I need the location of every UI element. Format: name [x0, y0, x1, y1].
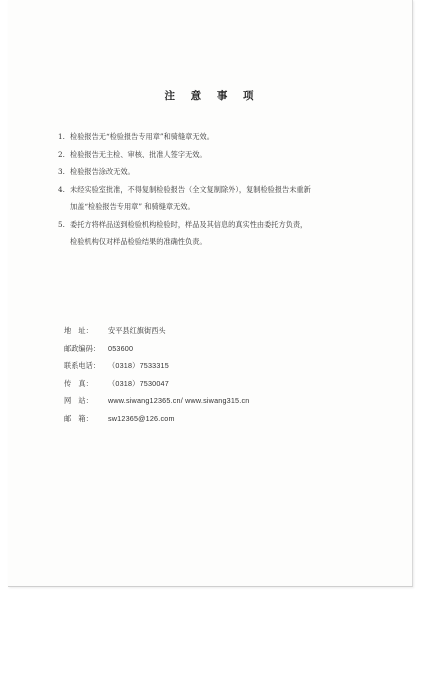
notes-list	[58, 128, 388, 251]
note-text: 检验报告涂改无效。	[70, 167, 135, 176]
phone-row	[64, 357, 249, 375]
phone-value: （0318）7533315	[108, 361, 169, 370]
note-item-2	[58, 146, 388, 164]
note-number: 5.	[58, 219, 65, 229]
note-text: 检验报告无“检验报告专用章”和骑缝章无效。	[70, 132, 214, 141]
website-value: www.siwang12365.cn/ www.siwang315.cn	[108, 396, 250, 405]
note-text: 检验报告无主检、审核、批准人签字无效。	[70, 149, 207, 159]
note-body	[70, 181, 311, 216]
note-item-4	[58, 181, 388, 216]
contact-info	[64, 322, 249, 427]
page-title: 注 意 事 项	[164, 90, 260, 102]
email-label: 邮 箱：	[64, 413, 93, 423]
website-label: 网 站：	[64, 396, 93, 405]
note-item-3	[58, 163, 388, 181]
phone-label: 联系电话：	[64, 361, 100, 370]
address-value: 安平县红旗街西头	[108, 326, 166, 335]
website-row	[64, 392, 249, 410]
note-item-1	[58, 128, 388, 146]
email-value: sw12365@126.com	[108, 413, 175, 423]
note-number: 3.	[58, 167, 65, 176]
postcode-value: 053600	[108, 343, 134, 353]
note-item-5	[58, 216, 388, 251]
note-text: 未经实验室批准，不得复制检验报告（全文复制除外），复制检验报告未重新	[70, 184, 311, 194]
fax-row	[64, 375, 249, 393]
note-number: 2.	[58, 149, 65, 159]
note-text: 委托方将样品送到检验机构检验时，样品及其信息的真实性由委托方负责，	[70, 219, 308, 229]
note-number: 4.	[58, 184, 65, 194]
address-label: 地 址：	[64, 326, 93, 335]
note-body	[70, 216, 307, 251]
note-text-continued: 加盖“检验报告专用章” 和骑缝章无效。	[70, 202, 195, 211]
address-row	[64, 322, 249, 340]
note-text-continued: 检验机构仅对样品检验结果的准确性负责。	[70, 237, 207, 246]
postcode-label: 邮政编码：	[64, 343, 100, 353]
note-number: 1.	[58, 132, 65, 141]
fax-label: 传 真：	[64, 378, 93, 388]
email-row	[64, 410, 249, 428]
postcode-row	[64, 340, 249, 358]
fax-value: （0318）7530047	[108, 378, 169, 388]
